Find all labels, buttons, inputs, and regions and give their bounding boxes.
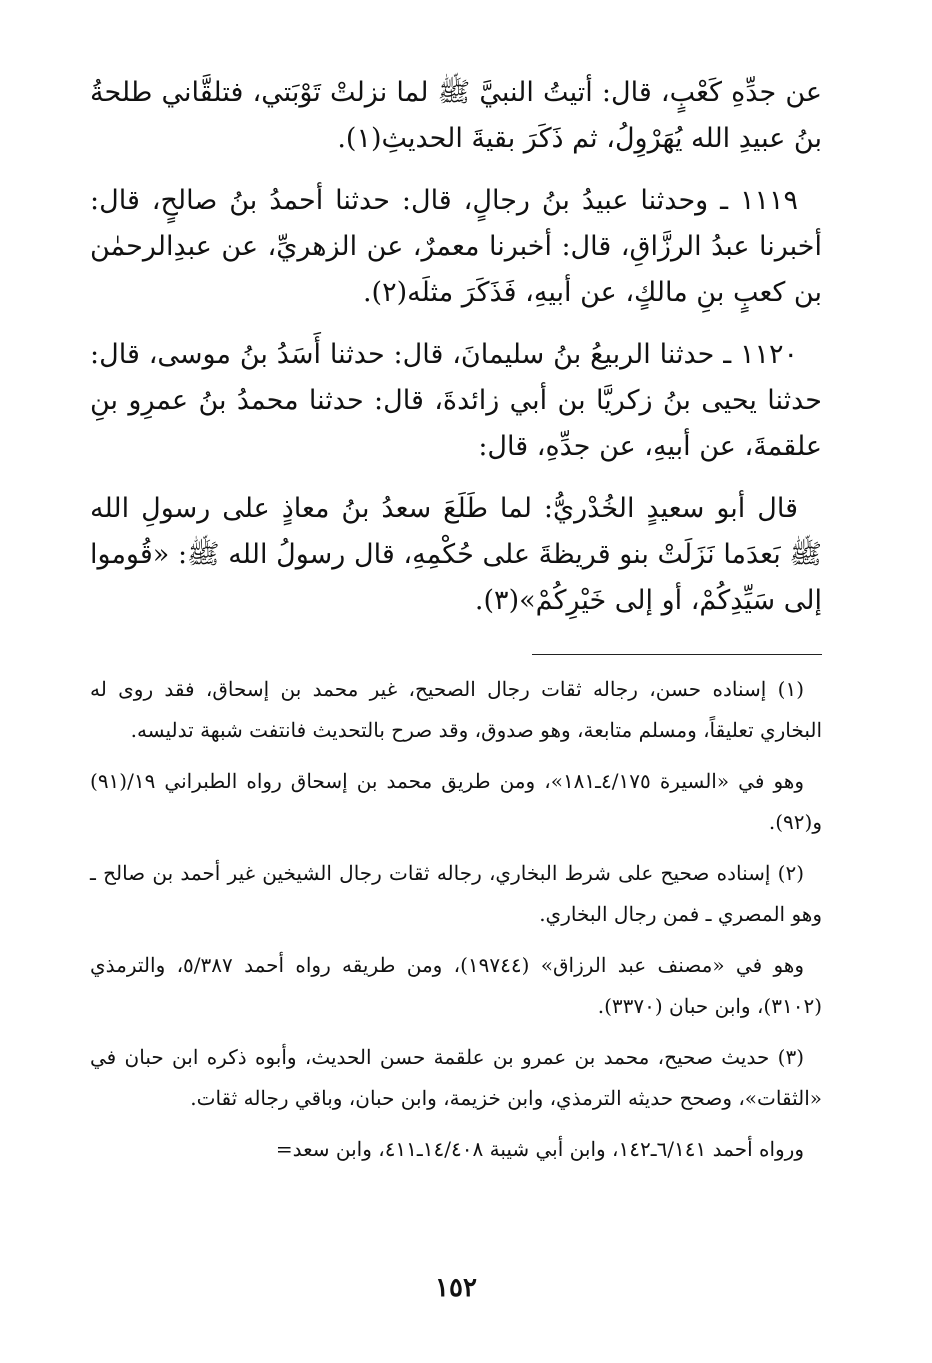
footnote-3-continuation: ورواه أحمد ٦/١٤١ـ١٤٢، وابن أبي شيبة ١٤/٤٠٨ـ٤١١، وابن سعد= [275, 1137, 804, 1161]
main-text [90, 70, 822, 624]
footnotes [90, 669, 822, 1170]
document-page [90, 70, 822, 1303]
footnote-3: (٣) حديث صحيح، محمد بن عمرو بن علقمة حسن الحديث، وأبوه ذكره ابن حبان في «الثقات»، وصحح حديثه الترمذي، وابن خزيمة، وابن حبان، وباقي رجاله ثقات. [90, 1045, 822, 1110]
hadith-paragraph-matn: قال أبو سعيدٍ الخُدْريُّ: لما طَلَعَ سعدُ بنُ معاذٍ على رسولِ الله ﷺ بَعدَما نَزَلَتْ بنو قريظةَ على حُكْمِهِ، قال رسولُ الله ﷺ: «قُوموا إلى سَيِّدِكُمْ، أو إلى خَيْرِكُمْ»(٣). [90, 493, 822, 616]
footnote-2-continuation: وهو في «مصنف عبد الرزاق» (١٩٧٤٤)، ومن طريقه رواه أحمد ٥/٣٨٧، والترمذي (٣١٠٢)، وابن حبان (٣٣٧٠). [90, 953, 822, 1018]
hadith-paragraph-1120: ١١٢٠ ـ حدثنا الربيعُ بنُ سليمانَ، قال: حدثنا أَسَدُ بنُ موسى، قال: حدثنا يحيى بنُ زكريَّا بن أبي زائدةَ، قال: حدثنا محمدُ بنُ عمرِو بنِ علقمةَ، عن أبيهِ، عن جدِّهِ، قال: [90, 339, 822, 462]
footnote-1: (١) إسناده حسن، رجاله ثقات رجال الصحيح، غير محمد بن إسحاق، فقد روى له البخاري تعليقاً، ومسلم متابعة، وهو صدوق، وقد صرح بالتحديث فانتفت شبهة تدليسه. [90, 677, 822, 742]
hadith-paragraph-1119: ١١١٩ ـ وحدثنا عبيدُ بنُ رجالٍ، قال: حدثنا أحمدُ بنُ صالحٍ، قال: أخبرنا عبدُ الرزَّاقِ، قال: أخبرنا معمرٌ، عن الزهريِّ، عن عبدِالرحمٰن بن كعبٍ بنِ مالكٍ، عن أبيهِ، فَذَكَرَ مثلَه(٢). [90, 185, 822, 308]
hadith-paragraph-1: عن جدِّهِ كَعْبٍ، قال: أتيتُ النبيَّ ﷺ لما نزلتْ تَوْبَتي، فتلقَّاني طلحةُ بنُ عبيدِ الله يُهَرْوِلُ، ثم ذَكَرَ بقيةَ الحديثِ(١). [90, 77, 822, 154]
page-number: ١٥٢ [435, 1273, 477, 1303]
footnote-separator-wrap [90, 640, 822, 669]
footnote-separator [532, 654, 822, 655]
footnote-2: (٢) إسناده صحيح على شرط البخاري، رجاله ثقات رجال الشيخين غير أحمد بن صالح ـ وهو المصري ـ فمن رجال البخاري. [90, 861, 822, 926]
footnote-1-continuation: وهو في «السيرة ٤/١٧٥ـ١٨١»، ومن طريق محمد بن إسحاق رواه الطبراني ١٩/(٩١) و(٩٢). [90, 769, 822, 834]
